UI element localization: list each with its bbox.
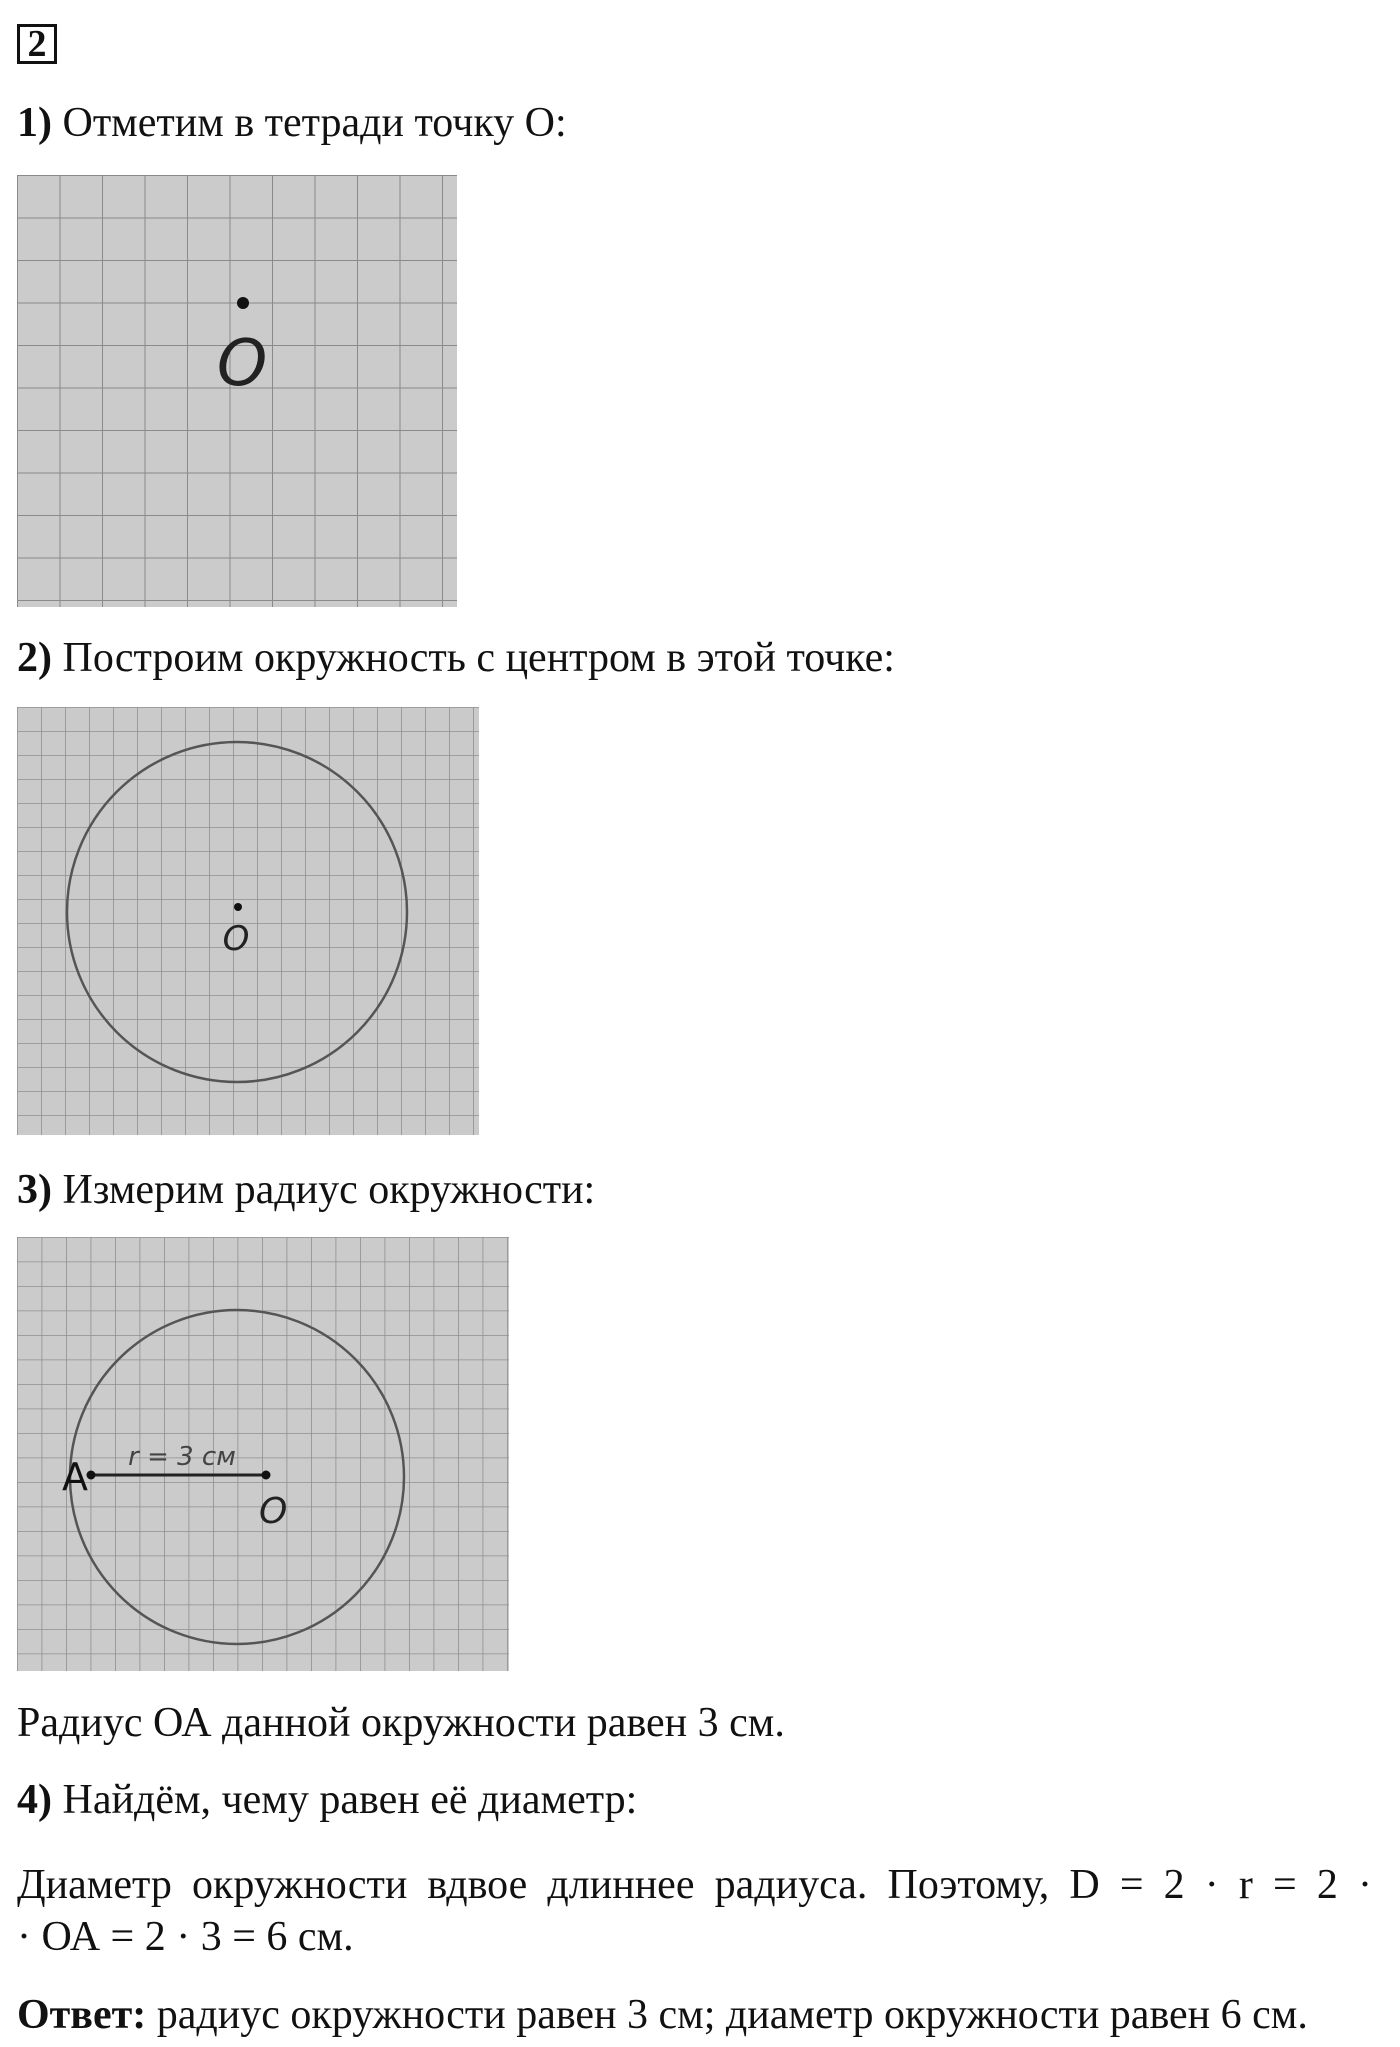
step-number: 1)	[17, 100, 52, 146]
task-number: 2	[17, 24, 57, 64]
step-text: Найдём, чему равен её диаметр:	[62, 1777, 638, 1823]
step-text: Измерим радиус окружности:	[62, 1167, 596, 1213]
radius-statement: Радиус ОА данной окружности равен 3 см.	[17, 1700, 785, 1746]
step-1	[17, 98, 567, 148]
step-3	[17, 1165, 595, 1215]
step-text: Построим окружность с центром в этой точке:	[62, 635, 895, 681]
step-text: Отметим в тетради точку О:	[62, 100, 567, 146]
point-o-dot	[237, 297, 249, 309]
answer-label: Ответ:	[17, 1992, 147, 2038]
step-number: 4)	[17, 1777, 52, 1823]
diameter-explanation-line-1: Диаметр окружности вдвое длиннее радиуса. Поэтому, D = 2 · r = 2 ·	[17, 1862, 1372, 1908]
point-o-dot	[262, 1471, 271, 1480]
step-4	[17, 1775, 637, 1825]
step-2	[17, 633, 895, 683]
answer-text: радиус окружности равен 3 см; диаметр окружности равен 6 см.	[146, 1992, 1308, 2038]
diameter-explanation-line-2: · ОА = 2 · 3 = 6 см.	[17, 1914, 354, 1960]
step-number: 3)	[17, 1167, 52, 1213]
point-o-label: O	[259, 1491, 288, 1532]
notebook-photo-point	[17, 175, 457, 607]
point-a-label: A	[62, 1455, 88, 1499]
point-o-label: O	[216, 327, 268, 401]
radius-label: r = 3 см	[128, 1442, 236, 1472]
step-number: 2)	[17, 635, 52, 681]
center-label: O	[222, 919, 250, 959]
notebook-photo-circle	[17, 707, 479, 1135]
answer	[17, 1990, 1308, 2040]
center-dot	[234, 903, 242, 911]
notebook-photo-radius	[17, 1237, 509, 1671]
